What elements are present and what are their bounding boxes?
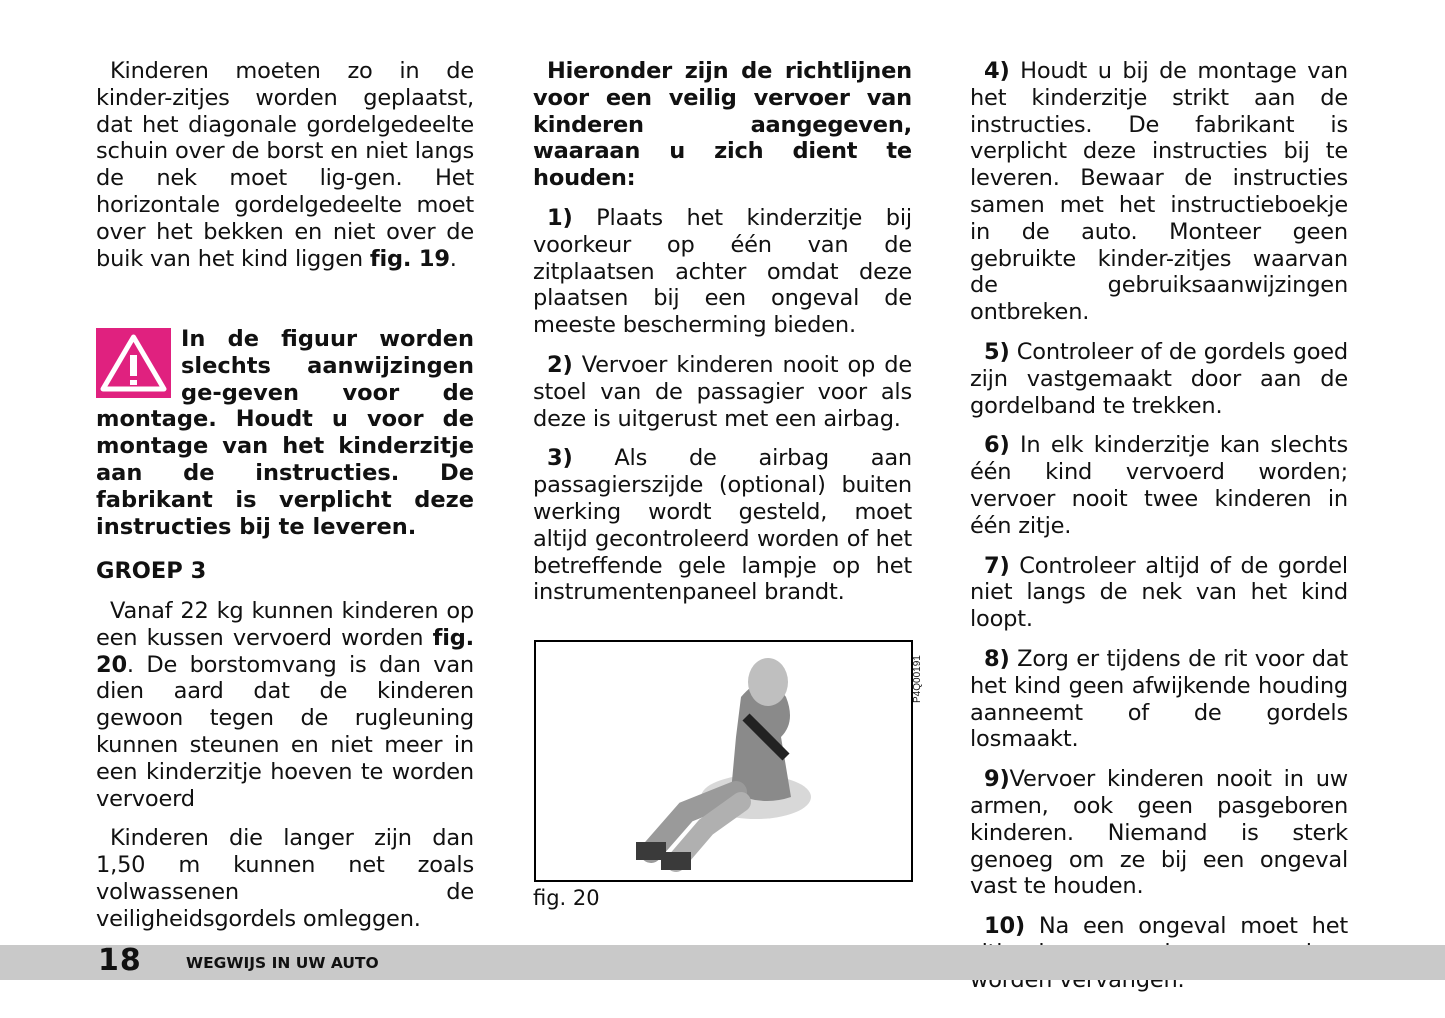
figure-code: P4Q00191 [912,655,923,703]
warning-text: In de figuur worden slechts aanwijzingen ge-geven voor de montage. Houdt u voor de montage van het kinderzitje aan de instructies. De fabrikant is verplicht deze instructies bij te leveren. [96,326,474,540]
column-1 [96,58,474,285]
warning-notice [96,326,474,540]
guideline-item: 1) Plaats het kinderzitje bij voorkeur op één van de zitplaatsen achter omdat deze plaatsen bij een ongeval de meeste bescherming bieden. [533,204,912,339]
section-title: WEGWIJS IN UW AUTO [186,954,379,972]
guideline-item: 8) Zorg er tijdens de rit voor dat het kind geen afwijkende houding aanneemt of de gordels losmaakt. [970,645,1348,753]
guideline-item: 4) Houdt u bij de montage van het kinderzitje strikt aan de instructies. De fabrikant is verplicht deze instructies bij te leveren. Bewaar de instructies samen met het instructieboekje in de auto. Monteer geen gebruikte kinder-zitjes waarvan de gebruiksaanwijzingen ontbreken. [970,58,1348,326]
guideline-item: 5) Controleer of de gordels goed zijn vastgemaakt door aan de gordelband te trekken. [970,338,1348,419]
guideline-item: 2) Vervoer kinderen nooit op de stoel van de passagier voor als deze is uitgerust met een airbag. [533,351,912,432]
paragraph-seat-position: Kinderen moeten zo in de kinder-zitjes worden geplaatst, dat het diagonale gordelgedeelte schuin over de borst en niet langs de nek moet lig-gen. Het horizontale gordelgedeelte moet over het bekken en niet over de buik van het kind liggen fig. 19. [96,58,474,272]
warning-triangle-icon [96,328,171,398]
column-2 [533,58,912,619]
paragraph-group-3: Vanaf 22 kg kunnen kinderen op een kussen vervoerd worden fig. 20. De borstomvang is dan van dien aard dat de kinderen gewoon tegen de rugleuning kunnen steunen en niet meer in een kinderzitje hoeven te worden vervoerd [96,598,474,812]
guideline-item: 3) Als de airbag aan passagierszijde (optional) buiten werking wordt gesteld, moet altijd gecontroleerd worden of het betreffende gele lampje op het instrumentenpaneel brandt. [533,445,912,606]
child-illustration [536,642,911,880]
figure-reference: fig. 20 [96,624,474,678]
guidelines-intro: Hieronder zijn de richtlijnen voor een veilig vervoer van kinderen aangegeven, waaraan u zich dient te houden: [533,58,912,192]
figure-child-on-cushion [534,640,913,882]
figure-reference: fig. 19 [369,245,450,272]
column-3 [970,58,1348,1007]
guideline-item: 10) Na een ongeval moet het [984,913,1348,940]
column-1-lower [96,598,474,946]
section-heading-groep-3: GROEP 3 [96,558,207,584]
guideline-item: 7) Controleer altijd of de gordel niet langs de nek van het kind loopt. [970,552,1348,633]
guideline-item: 6) In elk kinderzitje kan slechts één kind vervoerd worden; vervoer nooit twee kinderen in één zitje. [970,432,1348,539]
guideline-item: 9)Vervoer kinderen nooit in uw armen, ook geen pasgeboren kinderen. Niemand is sterk genoeg om ze bij een ongeval vast te houden. [970,766,1348,900]
figure-caption: fig. 20 [533,886,600,910]
paragraph-adult-belts: Kinderen die langer zijn dan 1,50 m kunnen net zoals volwassenen de veiligheidsgordels omleggen. [96,825,474,932]
page-number: 18 [98,943,142,978]
